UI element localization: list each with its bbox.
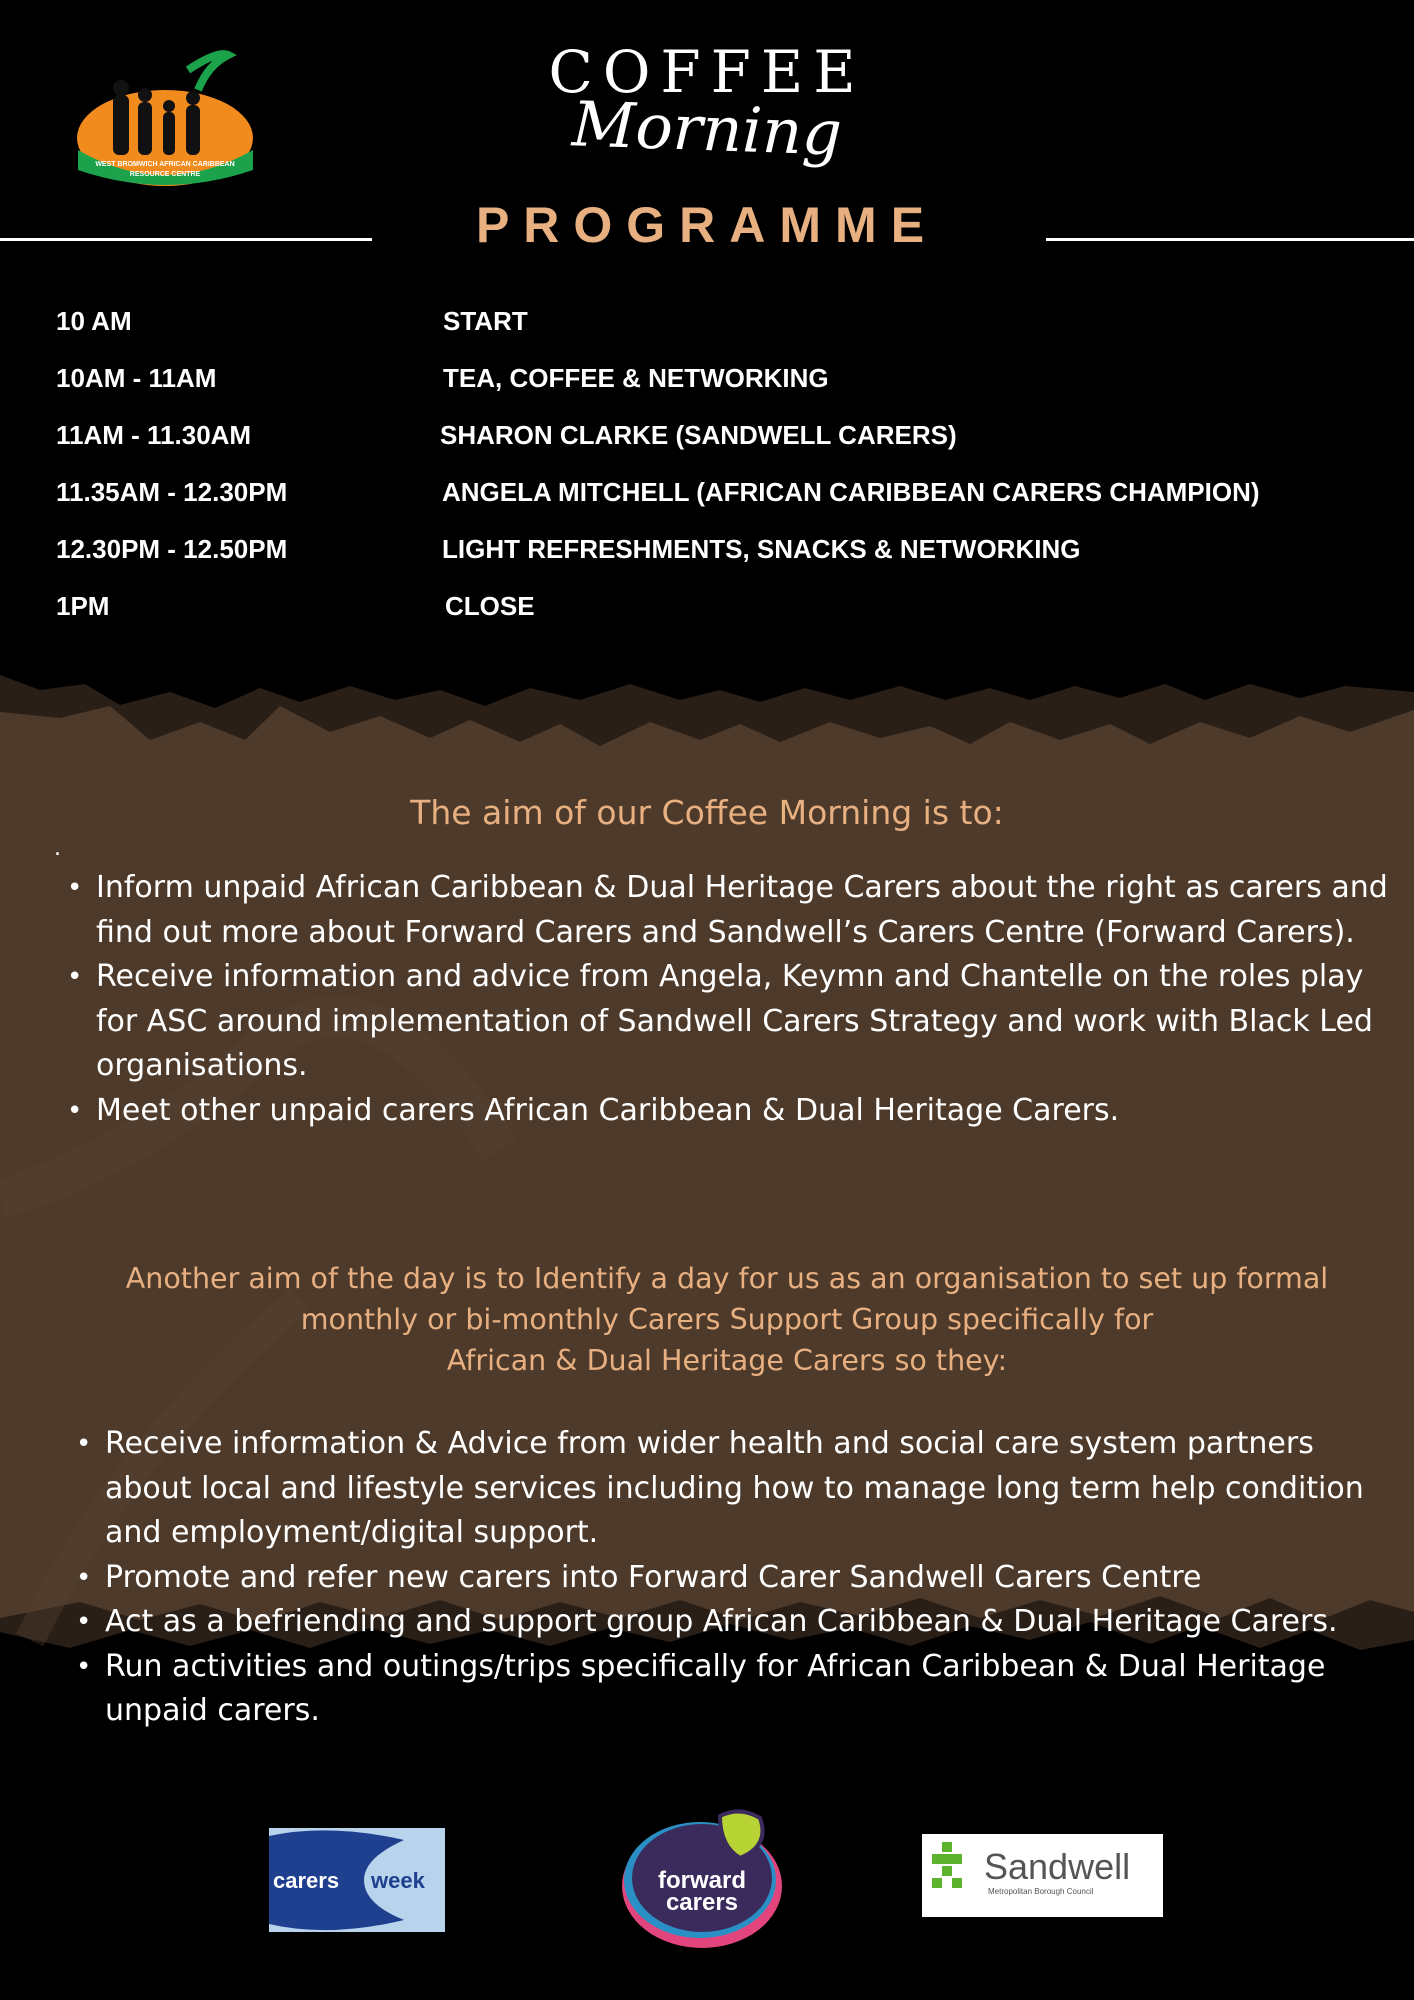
schedule-row xyxy=(0,534,1414,574)
logo-text-line1: WEST BROMWICH AFRICAN CARIBBEAN xyxy=(95,161,235,168)
schedule-time: 11.35AM - 12.30PM xyxy=(56,477,288,507)
second-aim-line: African & Dual Heritage Carers so they: xyxy=(446,1344,1008,1377)
schedule-time: 10AM - 11AM xyxy=(56,363,217,393)
schedule-event: SHARON CLARKE (SANDWELL CARERS) xyxy=(440,420,957,450)
sandwell-name: Sandwell xyxy=(984,1846,1131,1887)
schedule-row xyxy=(0,477,1414,517)
sandwell-sub: Metropolitan Borough Council xyxy=(988,1887,1094,1896)
schedule-event: TEA, COFFEE & NETWORKING xyxy=(443,363,829,393)
schedule-row xyxy=(0,591,1414,631)
second-aims-list xyxy=(105,1422,1395,1734)
aims-heading: The aim of our Coffee Morning is to: xyxy=(410,793,1004,832)
list-item: • Inform unpaid African Caribbean & Dual Heritage Carers about the right as carers and find out more about Forward Carers and Sandwell’s Carers Centre (Forward Carers). xyxy=(96,866,1396,955)
schedule-event: START xyxy=(443,306,528,336)
second-aim-line: Another aim of the day is to Identify a day for us as an organisation to set up formal xyxy=(125,1262,1329,1295)
carers-week-word2: week xyxy=(371,1868,425,1893)
forward-carers-line1: forward xyxy=(657,1867,747,1894)
title-morning: Morning xyxy=(570,87,844,170)
schedule-event: ANGELA MITCHELL (AFRICAN CARIBBEAN CARERS CHAMPION) xyxy=(442,477,1260,507)
carers-week-logo xyxy=(269,1828,445,1932)
schedule-time: 1PM xyxy=(56,591,110,621)
carers-week-word1: carers xyxy=(273,1868,340,1893)
logo-text-line2: RESOURCE CENTRE xyxy=(129,171,201,178)
sandwell-council-logo xyxy=(922,1834,1163,1917)
schedule-event: LIGHT REFRESHMENTS, SNACKS & NETWORKING xyxy=(442,534,1081,564)
schedule-row xyxy=(0,363,1414,403)
title-coffee: COFFEE xyxy=(548,38,866,106)
list-item: • Act as a befriending and support group African Caribbean & Dual Heritage Carers. xyxy=(105,1600,1395,1645)
programme-heading: PROGRAMME xyxy=(475,197,939,253)
list-item: • Meet other unpaid carers African Caribbean & Dual Heritage Carers. xyxy=(96,1089,1396,1134)
schedule-time: 12.30PM - 12.50PM xyxy=(56,534,288,564)
schedule-event: CLOSE xyxy=(445,591,535,621)
list-item: • Run activities and outings/trips specifically for African Caribbean & Dual Heritage unpaid carers. xyxy=(105,1645,1395,1734)
schedule-row xyxy=(0,306,1414,346)
schedule-time: 11AM - 11.30AM xyxy=(56,420,252,450)
list-item: • Receive information and advice from Angela, Keymn and Chantelle on the roles play for ASC around implementation of Sandwell Carers Strategy and work with Black Led organisations. xyxy=(96,955,1396,1089)
second-aim-paragraph xyxy=(90,1258,1364,1381)
schedule-row xyxy=(0,420,1414,460)
divider-right xyxy=(1046,238,1414,241)
forward-carers-logo xyxy=(620,1806,790,1954)
list-item: • Promote and refer new carers into Forward Carer Sandwell Carers Centre xyxy=(105,1556,1395,1601)
list-item: • Receive information & Advice from wider health and social care system partners about local and lifestyle services including how to manage long term help condition and employment/digital support. xyxy=(105,1422,1395,1556)
second-aim-line: monthly or bi-monthly Carers Support Group specifically for xyxy=(300,1303,1154,1336)
schedule-time: 10 AM xyxy=(56,306,132,336)
aims-list xyxy=(96,866,1396,1133)
stray-mark: . xyxy=(54,836,61,861)
divider-left xyxy=(0,238,372,241)
forward-carers-line2: carers xyxy=(665,1889,739,1916)
